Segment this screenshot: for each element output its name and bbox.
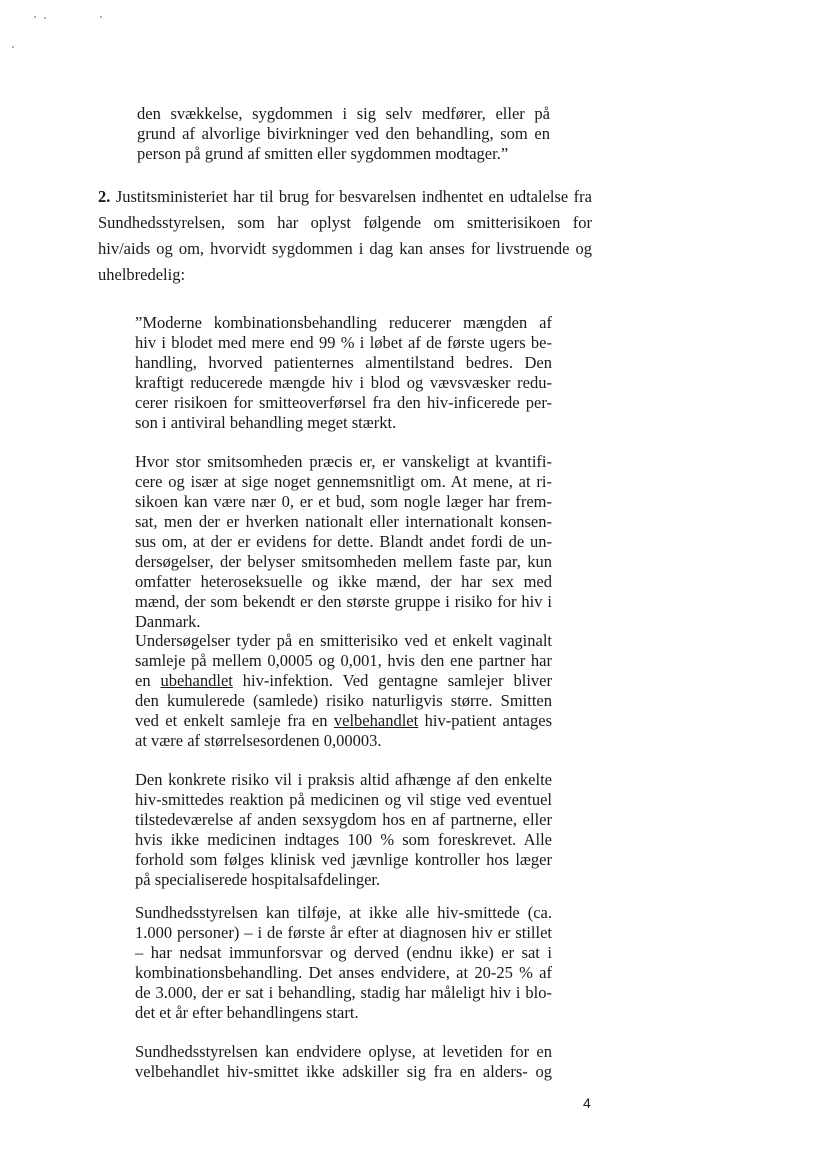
- text-span: en: [135, 671, 161, 690]
- scan-speck: [100, 16, 102, 18]
- text-span: hiv-infektion. Ved gentagne samlejer bliver: [232, 671, 552, 690]
- text-line: kombinationsbehandling. Det anses endvidere, at 20-25 % af: [135, 963, 552, 982]
- text-line: uhelbredelig:: [98, 265, 186, 284]
- text-line: sus om, at der er evidens for dette. Blandt andet fordi de un-: [135, 532, 552, 551]
- text-line: den kumulerede (samlede) risiko naturligvis større. Smitten: [135, 691, 552, 710]
- text-line: mænd, der som bekendt er den største gruppe i risiko for hiv i: [135, 592, 552, 611]
- text-line: 1.000 personer) – i de første år efter at diagnosen hiv er stillet: [135, 923, 552, 942]
- text-line: hiv-smittedes reaktion på medicinen og vil stige ved eventuel: [135, 790, 552, 809]
- text-line: hvis ikke medicinen indtages 100 % som foreskrevet. Alle: [135, 830, 552, 849]
- text-line: person på grund af smitten eller sygdommen modtager.”: [137, 144, 509, 163]
- text-span: hiv-patient antages: [418, 711, 552, 730]
- text-line: handling, hvorved patienternes almentilstand bedres. Den: [135, 353, 552, 372]
- text-line: cere og især at sige noget gennemsnitligt om. At mene, at ri-: [135, 472, 552, 491]
- text-line: [135, 711, 552, 731]
- scan-speck: [12, 46, 14, 48]
- text-line: de 3.000, der er sat i behandling, stadig har måleligt hiv i blo-: [135, 983, 552, 1002]
- text-line: Sundhedsstyrelsen, som har oplyst følgende om smitterisikoen for: [98, 213, 592, 232]
- text-line: den svækkelse, sygdommen i sig selv medfører, eller på: [137, 104, 550, 123]
- text-span: ved et enkelt samleje fra en: [135, 711, 334, 730]
- text-line: ”Moderne kombinationsbehandling reducerer mængden af: [135, 313, 552, 332]
- text-line: det et år efter behandlingens start.: [135, 1003, 359, 1022]
- text-line: hiv i blodet med mere end 99 % i løbet af de første ugers be-: [135, 333, 552, 352]
- text-line: sikoen kan være nær 0, er et bud, som nogle læger har frem-: [135, 492, 552, 511]
- text-line: Danmark.: [135, 612, 201, 631]
- text-line: son i antiviral behandling meget stærkt.: [135, 413, 397, 432]
- text-line: dersøgelser, der belyser smitsomheden mellem faste par, kun: [135, 552, 552, 571]
- text-line: cerer risikoen for smitteoverførsel fra den hiv-inficerede per-: [135, 393, 552, 412]
- underlined-term: ubehandlet: [160, 671, 233, 690]
- text-line: velbehandlet hiv-smittet ikke adskiller sig fra en alders- og: [135, 1062, 552, 1081]
- text-line: forhold som følges klinisk ved jævnlige kontroller hos læger: [135, 850, 552, 869]
- text-span: Justitsministeriet har til brug for besvarelsen indhentet en udtalelse fra: [115, 187, 592, 206]
- text-line: omfatter heteroseksuelle og ikke mænd, der har sex med: [135, 572, 552, 591]
- scan-speck: [34, 16, 36, 18]
- scan-speck: [44, 17, 46, 19]
- text-line: sat, men der er hverken nationalt eller internationalt konsen-: [135, 512, 552, 531]
- text-line: at være af størrelsesordenen 0,00003.: [135, 731, 382, 750]
- text-line: [98, 187, 592, 207]
- text-line: [135, 671, 552, 691]
- text-line: hiv/aids og om, hvorvidt sygdommen i dag kan anses for livstruende og: [98, 239, 592, 258]
- text-line: kraftigt reducerede mængde hiv i blod og vævsvæsker redu-: [135, 373, 552, 392]
- text-line: grund af alvorlige bivirkninger ved den behandling, som en: [137, 124, 550, 143]
- section-number: 2.: [98, 187, 111, 206]
- text-line: Den konkrete risiko vil i praksis altid afhænge af den enkelte: [135, 770, 552, 789]
- text-line: Sundhedsstyrelsen kan endvidere oplyse, at levetiden for en: [135, 1042, 552, 1061]
- text-line: – har nedsat immunforsvar og derved (endnu ikke) er sat i: [135, 943, 552, 962]
- text-line: samleje på mellem 0,0005 og 0,001, hvis den ene partner har: [135, 651, 552, 670]
- text-line: Sundhedsstyrelsen kan tilføje, at ikke alle hiv-smittede (ca.: [135, 903, 552, 922]
- text-line: Hvor stor smitsomheden præcis er, er vanskeligt at kvantifi-: [135, 452, 552, 471]
- page-number: 4: [583, 1095, 591, 1111]
- text-line: Undersøgelser tyder på en smitterisiko ved et enkelt vaginalt: [135, 631, 552, 650]
- text-line: tilstedeværelse af anden sexsygdom hos en af partnerne, eller: [135, 810, 552, 829]
- underlined-term: velbehandlet: [333, 711, 419, 730]
- text-line: på specialiserede hospitalsafdelinger.: [135, 870, 381, 889]
